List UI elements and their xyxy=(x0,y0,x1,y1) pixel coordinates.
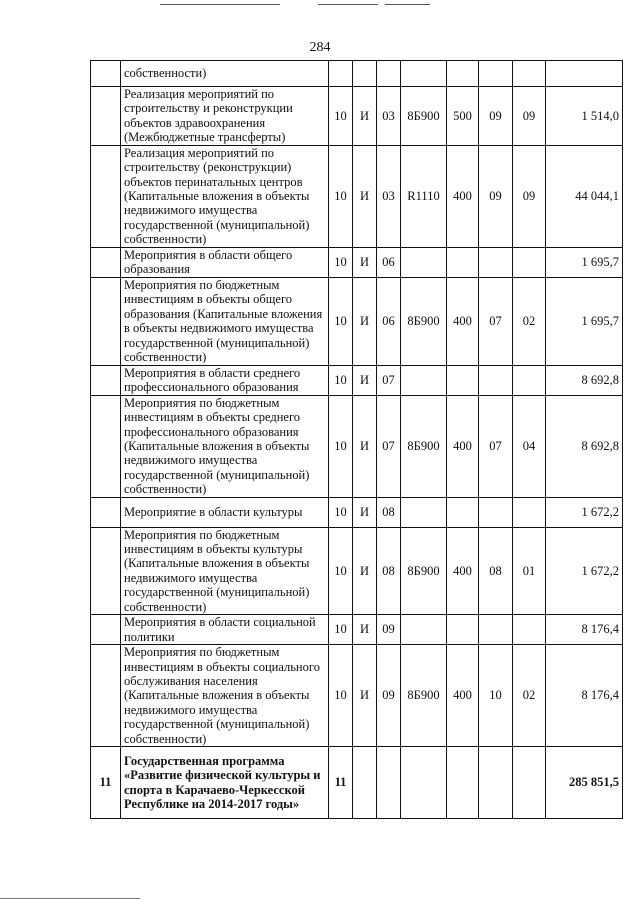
table-row xyxy=(91,615,623,645)
row-number xyxy=(91,615,121,645)
row-number xyxy=(91,497,121,527)
row-csr-code xyxy=(401,615,447,645)
bottom-rule xyxy=(0,898,140,899)
row-pp-code: И xyxy=(353,395,377,497)
row-pr-code: 02 xyxy=(513,645,546,747)
row-om-code: 08 xyxy=(377,527,401,614)
row-number xyxy=(91,645,121,747)
row-csr-code xyxy=(401,365,447,395)
row-name: Реализация мероприятий по строительству и реконструкции объектов здравоохранения (Межбюджетные трансферты) xyxy=(121,87,329,146)
row-gp-code: 10 xyxy=(329,365,353,395)
row-csr-code: 8Б900 xyxy=(401,87,447,146)
table-row xyxy=(91,277,623,365)
row-rz-code xyxy=(479,365,513,395)
row-csr-code: 8Б900 xyxy=(401,277,447,365)
row-name: Мероприятия в области социальной политики xyxy=(121,615,329,645)
row-gp-code xyxy=(329,61,353,87)
row-number xyxy=(91,247,121,277)
page-number: 284 xyxy=(309,40,331,55)
top-rule-mid xyxy=(318,4,378,5)
row-pr-code: 02 xyxy=(513,277,546,365)
row-amount: 44 044,1 xyxy=(546,145,623,247)
row-gp-code: 10 xyxy=(329,87,353,146)
row-name: Мероприятия по бюджетным инвестициям в объекты культуры (Капитальные вложения в объекты недвижимого имущества государственной (муниципальной) собственности) xyxy=(121,527,329,614)
table-row xyxy=(91,61,623,87)
row-pr-code xyxy=(513,497,546,527)
row-pr-code: 09 xyxy=(513,87,546,146)
row-rz-code: 07 xyxy=(479,395,513,497)
table-row xyxy=(91,497,623,527)
row-rz-code xyxy=(479,61,513,87)
row-rz-code: 10 xyxy=(479,645,513,747)
row-amount: 8 176,4 xyxy=(546,615,623,645)
row-csr-code: R1110 xyxy=(401,145,447,247)
row-csr-code xyxy=(401,61,447,87)
row-name: Мероприятия по бюджетным инвестициям в объекты общего образования (Капитальные вложения в объекты недвижимого имущества государственной (муниципальной) собственности) xyxy=(121,277,329,365)
row-om-code: 07 xyxy=(377,365,401,395)
row-amount: 1 514,0 xyxy=(546,87,623,146)
row-om-code: 03 xyxy=(377,145,401,247)
row-pp-code xyxy=(353,747,377,819)
row-name: Государственная программа «Развитие физической культуры и спорта в Карачаево-Черкесской Республике на 2014-2017 годы» xyxy=(121,747,329,819)
row-rz-code xyxy=(479,615,513,645)
row-vr-code: 400 xyxy=(447,145,479,247)
row-rz-code xyxy=(479,747,513,819)
table-row xyxy=(91,527,623,614)
row-gp-code: 10 xyxy=(329,145,353,247)
row-pr-code: 09 xyxy=(513,145,546,247)
row-gp-code: 10 xyxy=(329,247,353,277)
row-amount: 285 851,5 xyxy=(546,747,623,819)
row-vr-code: 400 xyxy=(447,395,479,497)
row-amount: 1 672,2 xyxy=(546,527,623,614)
row-rz-code: 08 xyxy=(479,527,513,614)
top-rule-right xyxy=(385,4,430,5)
row-name: Мероприятия по бюджетным инвестициям в объекты среднего профессионального образования (Капитальные вложения в объекты недвижимого имущества государственной (муниципальной) собственности) xyxy=(121,395,329,497)
table-row xyxy=(91,747,623,819)
row-pr-code xyxy=(513,747,546,819)
row-amount: 8 692,8 xyxy=(546,395,623,497)
row-vr-code xyxy=(447,615,479,645)
row-pr-code: 01 xyxy=(513,527,546,614)
table-row xyxy=(91,87,623,146)
row-gp-code: 10 xyxy=(329,497,353,527)
row-pr-code: 04 xyxy=(513,395,546,497)
row-om-code: 09 xyxy=(377,645,401,747)
row-vr-code xyxy=(447,61,479,87)
row-csr-code xyxy=(401,747,447,819)
row-name: Мероприятия в области среднего профессионального образования xyxy=(121,365,329,395)
row-gp-code: 10 xyxy=(329,395,353,497)
row-csr-code xyxy=(401,247,447,277)
row-name: Мероприятие в области культуры xyxy=(121,497,329,527)
row-number xyxy=(91,61,121,87)
table-row xyxy=(91,365,623,395)
row-vr-code: 400 xyxy=(447,527,479,614)
row-om-code: 06 xyxy=(377,277,401,365)
row-om-code: 07 xyxy=(377,395,401,497)
row-pp-code: И xyxy=(353,527,377,614)
top-rule-left xyxy=(160,4,280,5)
row-number: 11 xyxy=(91,747,121,819)
row-csr-code: 8Б900 xyxy=(401,645,447,747)
row-gp-code: 10 xyxy=(329,527,353,614)
row-pr-code xyxy=(513,365,546,395)
row-vr-code: 400 xyxy=(447,645,479,747)
row-pr-code xyxy=(513,615,546,645)
row-number xyxy=(91,527,121,614)
row-pr-code xyxy=(513,247,546,277)
row-pp-code: И xyxy=(353,645,377,747)
row-gp-code: 10 xyxy=(329,277,353,365)
row-pp-code xyxy=(353,61,377,87)
row-pp-code: И xyxy=(353,87,377,146)
row-vr-code xyxy=(447,497,479,527)
row-number xyxy=(91,365,121,395)
row-vr-code xyxy=(447,365,479,395)
table-row xyxy=(91,645,623,747)
table-row xyxy=(91,145,623,247)
row-number xyxy=(91,145,121,247)
row-name: собственности) xyxy=(121,61,329,87)
row-vr-code xyxy=(447,747,479,819)
row-amount xyxy=(546,61,623,87)
row-gp-code: 11 xyxy=(329,747,353,819)
row-rz-code xyxy=(479,247,513,277)
row-number xyxy=(91,277,121,365)
row-rz-code: 09 xyxy=(479,145,513,247)
row-pr-code xyxy=(513,61,546,87)
row-gp-code: 10 xyxy=(329,615,353,645)
row-name: Мероприятия в области общего образования xyxy=(121,247,329,277)
row-pp-code: И xyxy=(353,247,377,277)
row-om-code: 03 xyxy=(377,87,401,146)
row-vr-code: 400 xyxy=(447,277,479,365)
row-vr-code xyxy=(447,247,479,277)
row-om-code: 09 xyxy=(377,615,401,645)
table-row xyxy=(91,247,623,277)
row-name: Мероприятия по бюджетным инвестициям в объекты социального обслуживания населения (Капитальные вложения в объекты недвижимого имущества государственной (муниципальной) собственности) xyxy=(121,645,329,747)
row-pp-code: И xyxy=(353,277,377,365)
row-vr-code: 500 xyxy=(447,87,479,146)
row-rz-code: 09 xyxy=(479,87,513,146)
row-number xyxy=(91,87,121,146)
row-csr-code: 8Б900 xyxy=(401,527,447,614)
row-om-code xyxy=(377,747,401,819)
row-amount: 8 176,4 xyxy=(546,645,623,747)
row-om-code xyxy=(377,61,401,87)
row-rz-code: 07 xyxy=(479,277,513,365)
row-name: Реализация мероприятий по строительству (реконструкции) объектов перинатальных центров (Капитальные вложения в объекты недвижимого имущества государственной (муниципальной) собственности) xyxy=(121,145,329,247)
row-om-code: 08 xyxy=(377,497,401,527)
row-gp-code: 10 xyxy=(329,645,353,747)
row-number xyxy=(91,395,121,497)
row-pp-code: И xyxy=(353,497,377,527)
row-pp-code: И xyxy=(353,145,377,247)
row-amount: 8 692,8 xyxy=(546,365,623,395)
row-rz-code xyxy=(479,497,513,527)
row-amount: 1 695,7 xyxy=(546,247,623,277)
row-amount: 1 672,2 xyxy=(546,497,623,527)
budget-table xyxy=(90,60,623,819)
table-row xyxy=(91,395,623,497)
row-om-code: 06 xyxy=(377,247,401,277)
row-csr-code xyxy=(401,497,447,527)
row-pp-code: И xyxy=(353,365,377,395)
row-csr-code: 8Б900 xyxy=(401,395,447,497)
row-amount: 1 695,7 xyxy=(546,277,623,365)
row-pp-code: И xyxy=(353,615,377,645)
